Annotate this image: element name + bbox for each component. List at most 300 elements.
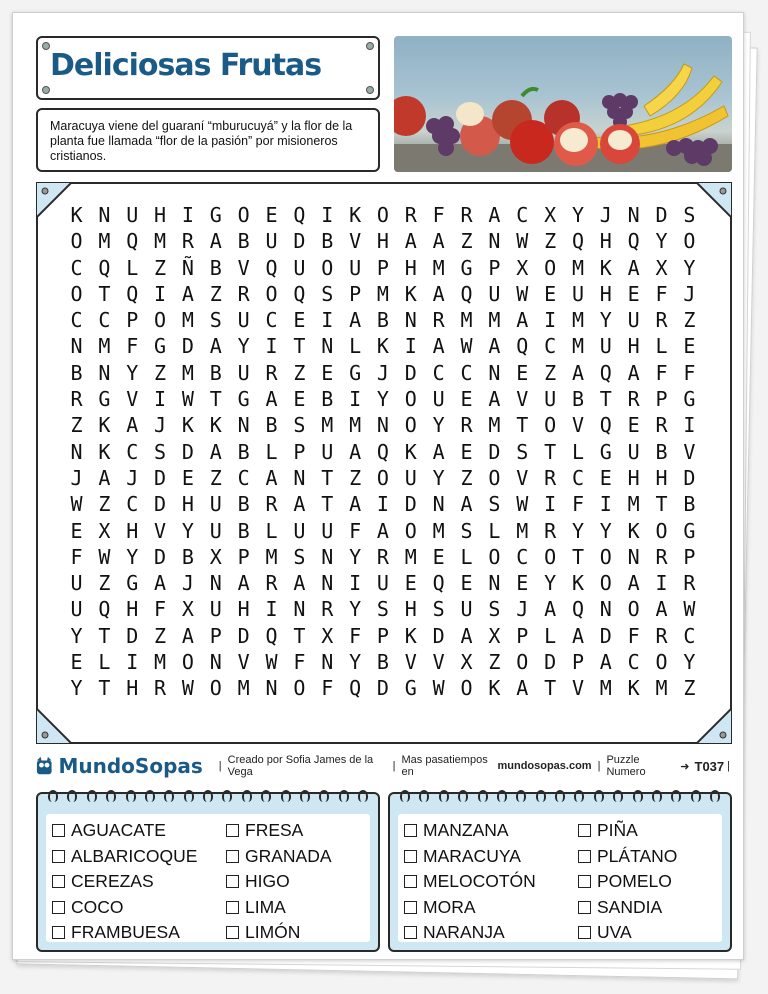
grid-letter[interactable]: A xyxy=(209,334,222,359)
grid-letter[interactable]: H xyxy=(181,492,194,517)
grid-letter[interactable]: K xyxy=(181,413,194,438)
grid-letter[interactable]: H xyxy=(627,334,640,359)
grid-letter[interactable]: Z xyxy=(209,281,222,306)
grid-letter[interactable]: L xyxy=(488,518,501,543)
grid-letter[interactable]: L xyxy=(460,544,473,569)
grid-letter[interactable]: V xyxy=(126,387,139,412)
grid-letter[interactable]: R xyxy=(321,597,334,622)
grid-letter[interactable]: H xyxy=(655,465,668,490)
grid-letter[interactable]: I xyxy=(321,203,334,227)
grid-letter[interactable]: M xyxy=(599,676,612,701)
grid-letter[interactable]: A xyxy=(599,650,612,675)
grid-letter[interactable]: P xyxy=(571,650,584,675)
grid-letter[interactable]: Y xyxy=(376,387,389,412)
grid-letter[interactable]: T xyxy=(516,413,529,438)
grid-letter[interactable]: U xyxy=(544,387,557,412)
grid-letter[interactable]: R xyxy=(544,518,557,543)
grid-letter[interactable]: Q xyxy=(460,281,473,306)
grid-letter[interactable]: R xyxy=(376,544,389,569)
grid-letter[interactable]: S xyxy=(293,413,306,438)
grid-letter[interactable]: Y xyxy=(571,518,584,543)
grid-letter[interactable]: M xyxy=(655,676,668,701)
grid-letter[interactable]: O xyxy=(488,544,501,569)
grid-letter[interactable]: C xyxy=(516,203,529,227)
grid-letter[interactable]: Z xyxy=(460,229,473,254)
grid-letter[interactable]: E xyxy=(627,413,640,438)
grid-letter[interactable]: P xyxy=(376,255,389,280)
word-list-item[interactable] xyxy=(404,869,536,895)
grid-letter[interactable]: O xyxy=(544,544,557,569)
grid-letter[interactable]: Q xyxy=(571,597,584,622)
grid-letter[interactable]: Z xyxy=(154,255,167,280)
grid-letter[interactable]: T xyxy=(571,544,584,569)
word-list-item[interactable] xyxy=(578,818,677,844)
word-list-item[interactable] xyxy=(578,920,677,946)
grid-letter[interactable]: U xyxy=(432,387,445,412)
grid-letter[interactable]: Y xyxy=(599,518,612,543)
grid-letter[interactable]: L xyxy=(126,255,139,280)
grid-letter[interactable]: H xyxy=(404,255,417,280)
grid-letter[interactable]: A xyxy=(265,387,278,412)
grid-letter[interactable]: M xyxy=(154,650,167,675)
grid-letter[interactable]: A xyxy=(349,308,362,333)
grid-letter[interactable]: I xyxy=(349,387,362,412)
grid-letter[interactable]: N xyxy=(488,229,501,254)
word-list-item[interactable] xyxy=(226,920,332,946)
grid-letter[interactable]: A xyxy=(460,623,473,648)
grid-letter[interactable]: M xyxy=(181,308,194,333)
grid-letter[interactable]: Z xyxy=(154,360,167,385)
grid-letter[interactable]: H xyxy=(154,203,167,227)
grid-letter[interactable]: R xyxy=(460,203,473,227)
grid-letter[interactable]: U xyxy=(126,203,139,227)
grid-letter[interactable]: R xyxy=(70,387,83,412)
grid-letter[interactable]: Y xyxy=(70,623,83,648)
grid-letter[interactable]: M xyxy=(516,518,529,543)
grid-letter[interactable]: O xyxy=(516,650,529,675)
grid-letter[interactable]: X xyxy=(488,623,501,648)
grid-letter[interactable]: T xyxy=(293,623,306,648)
grid-letter[interactable]: O xyxy=(404,518,417,543)
grid-letter[interactable]: A xyxy=(209,229,222,254)
grid-letter[interactable]: R xyxy=(544,465,557,490)
grid-letter[interactable]: Y xyxy=(70,676,83,701)
grid-letter[interactable]: Q xyxy=(599,360,612,385)
grid-letter[interactable]: I xyxy=(544,308,557,333)
grid-letter[interactable]: U xyxy=(265,229,278,254)
grid-letter[interactable]: E xyxy=(321,360,334,385)
grid-letter[interactable]: T xyxy=(599,387,612,412)
grid-letter[interactable]: Z xyxy=(460,465,473,490)
grid-letter[interactable]: L xyxy=(265,439,278,464)
grid-letter[interactable]: H xyxy=(126,518,139,543)
grid-letter[interactable]: Q xyxy=(126,281,139,306)
grid-letter[interactable]: X xyxy=(181,597,194,622)
grid-letter[interactable]: Z xyxy=(154,623,167,648)
grid-letter[interactable]: O xyxy=(599,571,612,596)
grid-letter[interactable]: R xyxy=(683,571,696,596)
grid-letter[interactable]: O xyxy=(376,465,389,490)
grid-letter[interactable]: A xyxy=(627,255,640,280)
grid-letter[interactable]: D xyxy=(432,623,445,648)
word-list-item[interactable] xyxy=(578,844,677,870)
grid-letter[interactable]: T xyxy=(293,334,306,359)
grid-letter[interactable]: M xyxy=(404,544,417,569)
grid-letter[interactable]: J xyxy=(599,203,612,227)
grid-letter[interactable]: U xyxy=(404,465,417,490)
grid-letter[interactable]: O xyxy=(627,597,640,622)
grid-letter[interactable]: A xyxy=(488,387,501,412)
grid-letter[interactable]: A xyxy=(126,413,139,438)
grid-letter[interactable]: V xyxy=(571,413,584,438)
grid-letter[interactable]: Y xyxy=(571,203,584,227)
grid-letter[interactable]: J xyxy=(70,465,83,490)
grid-letter[interactable]: A xyxy=(293,571,306,596)
grid-letter[interactable]: O xyxy=(154,308,167,333)
grid-letter[interactable]: M xyxy=(571,334,584,359)
grid-letter[interactable]: Q xyxy=(432,571,445,596)
grid-letter[interactable]: O xyxy=(683,229,696,254)
grid-letter[interactable]: K xyxy=(404,439,417,464)
grid-letter[interactable]: K xyxy=(98,439,111,464)
grid-letter[interactable]: O xyxy=(544,255,557,280)
grid-letter[interactable]: Q xyxy=(126,229,139,254)
grid-letter[interactable]: Y xyxy=(683,650,696,675)
word-list-item[interactable] xyxy=(226,869,332,895)
grid-letter[interactable]: S xyxy=(376,597,389,622)
checkbox-icon[interactable] xyxy=(404,824,417,837)
grid-letter[interactable]: Z xyxy=(488,650,501,675)
grid-letter[interactable]: U xyxy=(70,571,83,596)
grid-letter[interactable]: I xyxy=(599,492,612,517)
grid-letter[interactable]: R xyxy=(265,492,278,517)
grid-letter[interactable]: Y xyxy=(126,360,139,385)
grid-letter[interactable]: P xyxy=(126,308,139,333)
word-list-item[interactable] xyxy=(404,895,536,921)
checkbox-icon[interactable] xyxy=(578,926,591,939)
grid-letter[interactable]: U xyxy=(209,597,222,622)
grid-letter[interactable]: S xyxy=(154,439,167,464)
grid-letter[interactable]: C xyxy=(516,544,529,569)
word-list-item[interactable] xyxy=(226,818,332,844)
grid-letter[interactable]: D xyxy=(488,439,501,464)
grid-letter[interactable]: T xyxy=(655,492,668,517)
grid-letter[interactable]: A xyxy=(655,597,668,622)
grid-letter[interactable]: E xyxy=(544,281,557,306)
grid-letter[interactable]: P xyxy=(655,387,668,412)
grid-letter[interactable]: Y xyxy=(599,308,612,333)
grid-letter[interactable]: U xyxy=(376,571,389,596)
grid-letter[interactable]: N xyxy=(627,203,640,227)
grid-letter[interactable]: N xyxy=(237,413,250,438)
grid-letter[interactable]: Y xyxy=(683,255,696,280)
grid-letter[interactable]: E xyxy=(460,439,473,464)
grid-letter[interactable]: K xyxy=(209,413,222,438)
grid-letter[interactable]: P xyxy=(209,623,222,648)
grid-letter[interactable]: D xyxy=(126,623,139,648)
grid-letter[interactable]: V xyxy=(154,518,167,543)
grid-letter[interactable]: N xyxy=(432,492,445,517)
grid-letter[interactable]: Q xyxy=(293,281,306,306)
grid-letter[interactable]: U xyxy=(237,308,250,333)
grid-letter[interactable]: U xyxy=(488,281,501,306)
grid-letter[interactable]: F xyxy=(627,623,640,648)
checkbox-icon[interactable] xyxy=(226,824,239,837)
grid-letter[interactable]: P xyxy=(293,439,306,464)
grid-letter[interactable]: O xyxy=(70,281,83,306)
grid-letter[interactable]: X xyxy=(98,518,111,543)
grid-letter[interactable]: C xyxy=(627,650,640,675)
grid-letter[interactable]: N xyxy=(70,439,83,464)
grid-letter[interactable]: D xyxy=(154,465,167,490)
grid-letter[interactable]: U xyxy=(321,518,334,543)
grid-letter[interactable]: M xyxy=(460,308,473,333)
grid-letter[interactable]: A xyxy=(376,518,389,543)
grid-letter[interactable]: V xyxy=(516,387,529,412)
grid-letter[interactable]: B xyxy=(237,229,250,254)
grid-letter[interactable]: U xyxy=(70,597,83,622)
grid-letter[interactable]: P xyxy=(488,255,501,280)
grid-letter[interactable]: D xyxy=(237,623,250,648)
grid-letter[interactable]: E xyxy=(516,571,529,596)
grid-letter[interactable]: P xyxy=(683,544,696,569)
grid-letter[interactable]: F xyxy=(683,360,696,385)
checkbox-icon[interactable] xyxy=(52,926,65,939)
grid-letter[interactable]: Z xyxy=(683,676,696,701)
grid-letter[interactable]: D xyxy=(293,229,306,254)
grid-letter[interactable]: R xyxy=(655,308,668,333)
grid-letter[interactable]: R xyxy=(265,571,278,596)
grid-letter[interactable]: O xyxy=(237,203,250,227)
grid-letter[interactable]: K xyxy=(349,203,362,227)
grid-letter[interactable]: H xyxy=(237,597,250,622)
grid-letter[interactable]: I xyxy=(655,571,668,596)
grid-letter[interactable]: U xyxy=(627,308,640,333)
grid-letter[interactable]: T xyxy=(98,281,111,306)
grid-letter[interactable]: F xyxy=(126,334,139,359)
grid-letter[interactable]: R xyxy=(432,308,445,333)
grid-letter[interactable]: B xyxy=(209,255,222,280)
grid-letter[interactable]: B xyxy=(265,413,278,438)
grid-letter[interactable]: R xyxy=(460,413,473,438)
grid-letter[interactable]: N xyxy=(98,203,111,227)
grid-letter[interactable]: R xyxy=(655,413,668,438)
grid-letter[interactable]: K xyxy=(488,676,501,701)
grid-letter[interactable]: E xyxy=(404,571,417,596)
grid-letter[interactable]: F xyxy=(70,544,83,569)
grid-letter[interactable]: Z xyxy=(209,465,222,490)
grid-letter[interactable]: M xyxy=(488,413,501,438)
grid-letter[interactable]: T xyxy=(98,623,111,648)
grid-letter[interactable]: K xyxy=(627,676,640,701)
grid-letter[interactable]: A xyxy=(516,676,529,701)
grid-letter[interactable]: Q xyxy=(293,203,306,227)
grid-letter[interactable]: A xyxy=(237,571,250,596)
grid-letter[interactable]: S xyxy=(488,597,501,622)
grid-letter[interactable]: V xyxy=(432,650,445,675)
grid-letter[interactable]: I xyxy=(126,650,139,675)
grid-letter[interactable]: L xyxy=(544,623,557,648)
grid-letter[interactable]: E xyxy=(181,465,194,490)
grid-letter[interactable]: G xyxy=(349,360,362,385)
grid-letter[interactable]: Y xyxy=(349,597,362,622)
grid-letter[interactable]: F xyxy=(293,650,306,675)
grid-letter[interactable]: Z xyxy=(349,465,362,490)
grid-letter[interactable]: U xyxy=(571,281,584,306)
grid-letter[interactable]: J xyxy=(376,360,389,385)
grid-letter[interactable]: C xyxy=(70,255,83,280)
grid-letter[interactable]: D xyxy=(376,676,389,701)
grid-letter[interactable]: V xyxy=(404,650,417,675)
grid-letter[interactable]: A xyxy=(516,308,529,333)
grid-letter[interactable]: X xyxy=(321,623,334,648)
grid-letter[interactable]: B xyxy=(237,439,250,464)
grid-letter[interactable]: K xyxy=(599,255,612,280)
grid-letter[interactable]: N xyxy=(599,597,612,622)
grid-letter[interactable]: R xyxy=(627,387,640,412)
grid-letter[interactable]: H xyxy=(404,597,417,622)
grid-letter[interactable]: Q xyxy=(376,439,389,464)
grid-letter[interactable]: D xyxy=(404,492,417,517)
grid-letter[interactable]: R xyxy=(655,623,668,648)
grid-letter[interactable]: U xyxy=(599,334,612,359)
grid-letter[interactable]: N xyxy=(321,334,334,359)
grid-letter[interactable]: P xyxy=(516,623,529,648)
grid-letter[interactable]: O xyxy=(655,650,668,675)
grid-letter[interactable]: W xyxy=(98,544,111,569)
grid-letter[interactable]: N xyxy=(488,571,501,596)
grid-letter[interactable]: V xyxy=(683,439,696,464)
grid-letter[interactable]: K xyxy=(70,203,83,227)
grid-letter[interactable]: K xyxy=(571,571,584,596)
grid-letter[interactable]: Y xyxy=(349,650,362,675)
grid-letter[interactable]: M xyxy=(432,518,445,543)
grid-letter[interactable]: G xyxy=(154,334,167,359)
grid-letter[interactable]: G xyxy=(98,387,111,412)
grid-letter[interactable]: O xyxy=(599,544,612,569)
grid-letter[interactable]: M xyxy=(181,360,194,385)
grid-letter[interactable]: D xyxy=(544,650,557,675)
grid-letter[interactable]: N xyxy=(70,334,83,359)
grid-letter[interactable]: T xyxy=(98,676,111,701)
grid-letter[interactable]: P xyxy=(376,623,389,648)
grid-letter[interactable]: B xyxy=(70,360,83,385)
grid-letter[interactable]: A xyxy=(571,360,584,385)
grid-letter[interactable]: S xyxy=(516,439,529,464)
grid-letter[interactable]: A xyxy=(209,439,222,464)
grid-letter[interactable]: W xyxy=(181,676,194,701)
grid-letter[interactable]: U xyxy=(209,518,222,543)
grid-letter[interactable]: A xyxy=(432,439,445,464)
grid-letter[interactable]: H xyxy=(376,229,389,254)
grid-letter[interactable]: I xyxy=(404,334,417,359)
grid-letter[interactable]: C xyxy=(460,360,473,385)
grid-letter[interactable]: Y xyxy=(432,465,445,490)
grid-letter[interactable]: L xyxy=(571,439,584,464)
grid-letter[interactable]: W xyxy=(70,492,83,517)
grid-letter[interactable]: V xyxy=(571,676,584,701)
grid-letter[interactable]: H xyxy=(627,465,640,490)
grid-letter[interactable]: O xyxy=(293,676,306,701)
checkbox-icon[interactable] xyxy=(52,901,65,914)
checkbox-icon[interactable] xyxy=(52,850,65,863)
grid-letter[interactable]: W xyxy=(516,281,529,306)
grid-letter[interactable]: D xyxy=(181,334,194,359)
grid-letter[interactable]: D xyxy=(655,203,668,227)
grid-letter[interactable]: Y xyxy=(544,571,557,596)
grid-letter[interactable]: U xyxy=(209,492,222,517)
grid-letter[interactable]: D xyxy=(683,465,696,490)
grid-letter[interactable]: I xyxy=(544,492,557,517)
grid-letter[interactable]: J xyxy=(154,413,167,438)
checkbox-icon[interactable] xyxy=(226,875,239,888)
grid-letter[interactable]: L xyxy=(265,518,278,543)
grid-letter[interactable]: D xyxy=(404,360,417,385)
grid-letter[interactable]: T xyxy=(544,676,557,701)
grid-letter[interactable]: B xyxy=(321,229,334,254)
grid-letter[interactable]: A xyxy=(571,623,584,648)
grid-letter[interactable]: U xyxy=(293,518,306,543)
grid-letter[interactable]: M xyxy=(627,492,640,517)
grid-letter[interactable]: F xyxy=(349,518,362,543)
grid-letter[interactable]: N xyxy=(293,465,306,490)
grid-letter[interactable]: G xyxy=(404,676,417,701)
grid-letter[interactable]: M xyxy=(571,255,584,280)
grid-letter[interactable]: A xyxy=(349,439,362,464)
grid-letter[interactable]: S xyxy=(432,597,445,622)
grid-letter[interactable]: Q xyxy=(627,229,640,254)
grid-letter[interactable]: B xyxy=(376,650,389,675)
grid-letter[interactable]: M xyxy=(98,334,111,359)
grid-letter[interactable]: W xyxy=(516,492,529,517)
grid-letter[interactable]: D xyxy=(154,544,167,569)
grid-letter[interactable]: V xyxy=(516,465,529,490)
grid-letter[interactable]: N xyxy=(488,360,501,385)
grid-letter[interactable]: M xyxy=(98,229,111,254)
grid-letter[interactable]: A xyxy=(544,597,557,622)
grid-letter[interactable]: G xyxy=(237,387,250,412)
grid-letter[interactable]: Q xyxy=(265,623,278,648)
site-link[interactable]: mundosopas.com xyxy=(497,760,592,772)
grid-letter[interactable]: A xyxy=(627,360,640,385)
grid-letter[interactable]: X xyxy=(209,544,222,569)
grid-letter[interactable]: U xyxy=(460,597,473,622)
grid-letter[interactable]: Q xyxy=(98,255,111,280)
grid-letter[interactable]: F xyxy=(571,492,584,517)
word-list-item[interactable] xyxy=(404,818,536,844)
grid-letter[interactable]: B xyxy=(181,544,194,569)
grid-letter[interactable]: K xyxy=(98,413,111,438)
grid-letter[interactable]: V xyxy=(237,255,250,280)
grid-letter[interactable]: Z xyxy=(293,360,306,385)
grid-letter[interactable]: O xyxy=(265,281,278,306)
grid-letter[interactable]: G xyxy=(599,439,612,464)
word-list-item[interactable] xyxy=(226,844,332,870)
checkbox-icon[interactable] xyxy=(578,850,591,863)
grid-letter[interactable]: E xyxy=(293,308,306,333)
grid-letter[interactable]: W xyxy=(265,650,278,675)
checkbox-icon[interactable] xyxy=(404,926,417,939)
word-list-item[interactable] xyxy=(578,869,677,895)
grid-letter[interactable]: C xyxy=(98,308,111,333)
word-list-item[interactable] xyxy=(404,844,536,870)
word-list-item[interactable] xyxy=(52,895,197,921)
grid-letter[interactable]: E xyxy=(70,650,83,675)
grid-letter[interactable]: G xyxy=(126,571,139,596)
grid-letter[interactable]: Y xyxy=(655,229,668,254)
grid-letter[interactable]: L xyxy=(98,650,111,675)
grid-letter[interactable]: Q xyxy=(599,413,612,438)
